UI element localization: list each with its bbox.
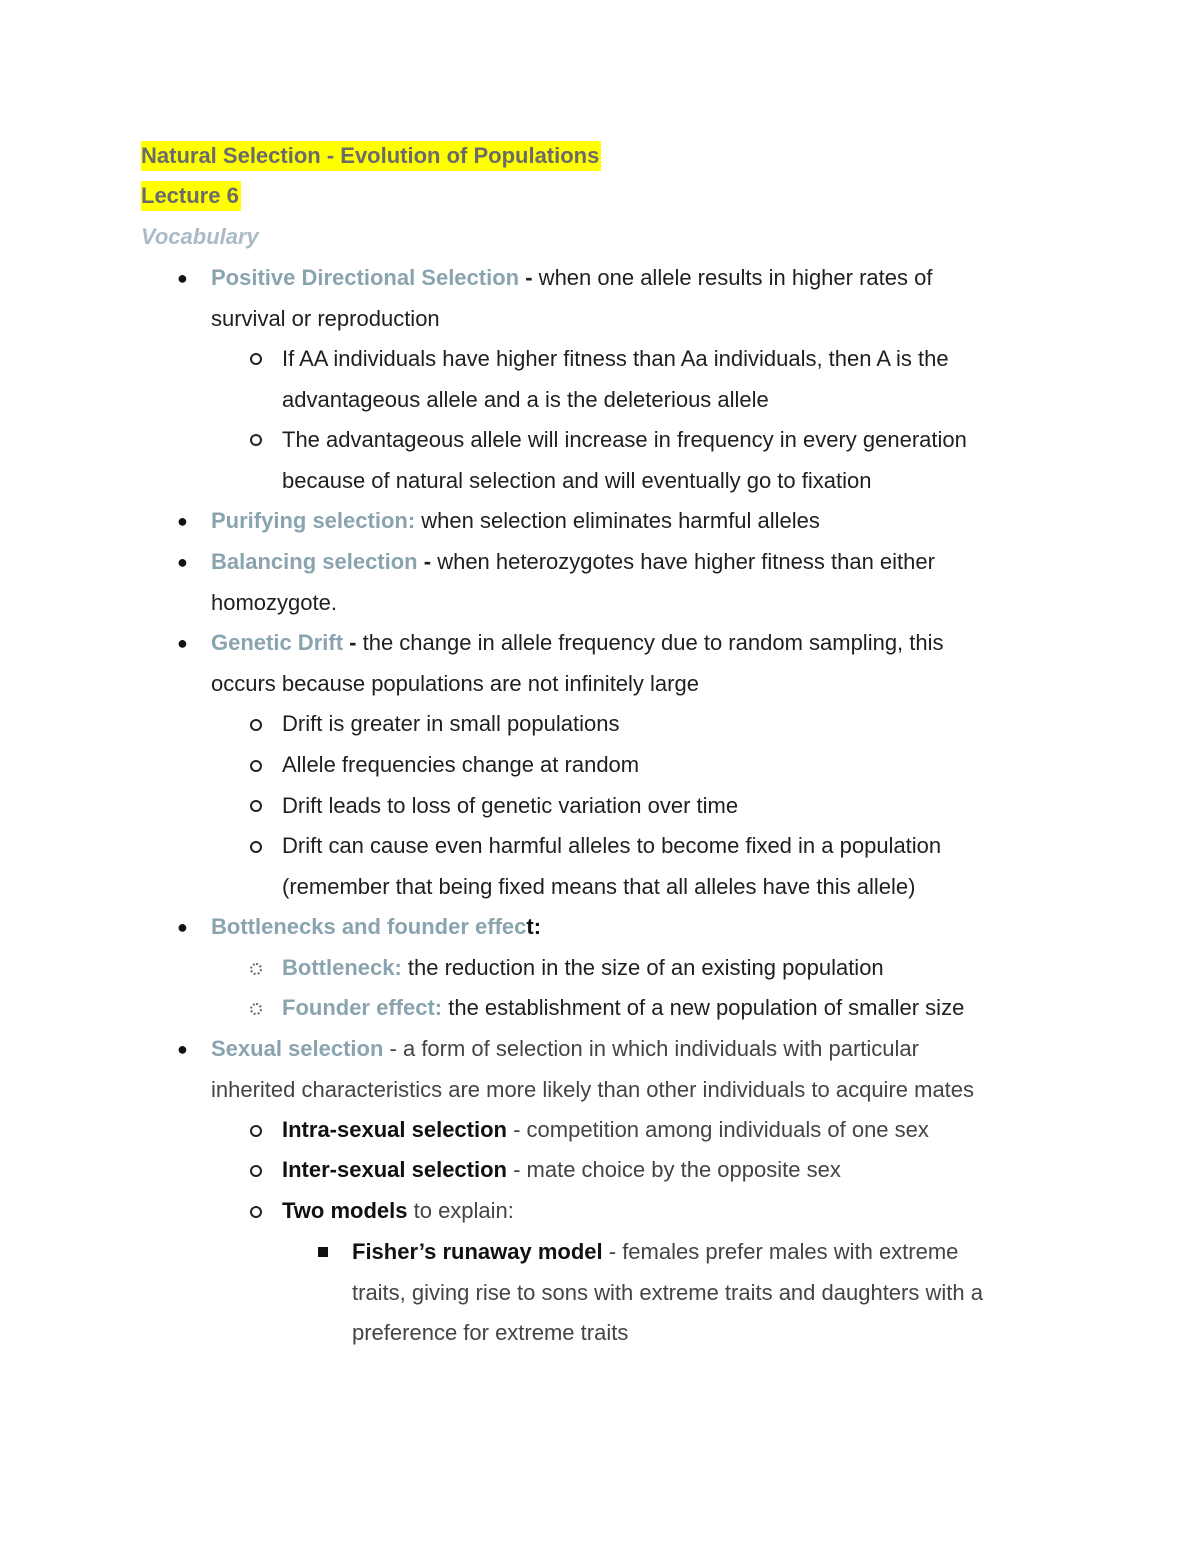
definition-continued: traits, giving rise to sons with extreme traits and daughters with a <box>352 1280 983 1305</box>
sub-item-two-models <box>282 1196 514 1226</box>
list-item-purifying <box>211 506 820 536</box>
bullet-dot: ● <box>177 917 188 937</box>
sub-sub-item-fisher <box>352 1237 958 1267</box>
term: Intra-sexual selection <box>282 1117 507 1142</box>
separator: - <box>417 549 432 574</box>
sub-item-inter-sexual <box>282 1155 841 1185</box>
sub-item: Drift can cause even harmful alleles to become fixed in a population <box>282 833 942 858</box>
sub-bullet <box>250 963 262 975</box>
definition: when selection eliminates harmful alleles <box>415 508 820 533</box>
definition-continued: occurs because populations are not infinitely large <box>211 671 699 696</box>
list-item-positive-directional <box>211 263 932 293</box>
term: Sexual selection <box>211 1036 384 1061</box>
definition-continued: homozygote. <box>211 590 337 615</box>
definition: the establishment of a new population of smaller size <box>442 995 965 1020</box>
square-bullet <box>318 1247 328 1257</box>
separator: - <box>519 265 533 290</box>
sub-bullet <box>250 760 262 772</box>
list-item-sexual-selection <box>211 1034 919 1064</box>
sub-item: If AA individuals have higher fitness than Aa individuals, then A is the <box>282 346 949 371</box>
sub-item-bottleneck <box>282 953 884 983</box>
term-tail: t: <box>526 914 542 939</box>
list-item-bottlenecks <box>211 912 541 942</box>
separator: - <box>343 630 357 655</box>
term: Founder effect: <box>282 995 443 1020</box>
sub-item: Drift leads to loss of genetic variation over time <box>282 793 739 818</box>
sub-item: The advantageous allele will increase in frequency in every generation <box>282 427 967 452</box>
sub-item-continued: (remember that being fixed means that all alleles have this allele) <box>282 874 916 899</box>
bullet-dot: ● <box>177 633 188 653</box>
sub-item: Allele frequencies change at random <box>282 752 640 777</box>
term: Balancing selection <box>211 549 418 574</box>
definition-continued: inherited characteristics are more likely than other individuals to acquire mates <box>211 1077 975 1102</box>
sub-bullet <box>250 353 262 365</box>
definition: the change in allele frequency due to random sampling, this <box>356 630 944 655</box>
sub-bullet <box>250 841 262 853</box>
term: Bottleneck: <box>282 955 402 980</box>
definition: - competition among individuals of one sex <box>506 1117 929 1142</box>
section-heading: Vocabulary <box>141 224 259 249</box>
list-item-balancing <box>211 547 935 577</box>
sub-bullet <box>250 800 262 812</box>
bullet-dot: ● <box>177 1039 188 1059</box>
term: Fisher’s runaway model <box>352 1239 603 1264</box>
definition: to explain: <box>407 1198 514 1223</box>
sub-item-continued: because of natural selection and will eventually go to fixation <box>282 468 872 493</box>
term: Inter-sexual selection <box>282 1157 507 1182</box>
bullet-dot: ● <box>177 511 188 531</box>
sub-item: Drift is greater in small populations <box>282 711 620 736</box>
sub-item-intra-sexual <box>282 1115 929 1145</box>
bullet-dot: ● <box>177 552 188 572</box>
sub-bullet <box>250 1206 262 1218</box>
sub-bullet <box>250 1165 262 1177</box>
sub-item-founder-effect <box>282 993 964 1023</box>
sub-bullet <box>250 434 262 446</box>
lecture-label: Lecture 6 <box>141 181 241 211</box>
definition: when one allele results in higher rates of <box>532 265 933 290</box>
definition: when heterozygotes have higher fitness than either <box>431 549 935 574</box>
definition-continued: survival or reproduction <box>211 306 440 331</box>
document-title: Natural Selection - Evolution of Populations <box>141 141 601 171</box>
term: Two models <box>282 1198 408 1223</box>
definition-continued: preference for extreme traits <box>352 1320 629 1345</box>
definition: the reduction in the size of an existing population <box>401 955 884 980</box>
definition: - mate choice by the opposite sex <box>506 1157 841 1182</box>
definition: - females prefer males with extreme <box>602 1239 959 1264</box>
term: Purifying selection: <box>211 508 416 533</box>
term: Positive Directional Selection <box>211 265 520 290</box>
sub-item-continued: advantageous allele and a is the deleterious allele <box>282 387 769 412</box>
sub-bullet <box>250 1003 262 1015</box>
term: Bottlenecks and founder effec <box>211 914 527 939</box>
bullet-dot: ● <box>177 268 188 288</box>
list-item-genetic-drift <box>211 628 944 658</box>
definition: - a form of selection in which individuals with particular <box>383 1036 919 1061</box>
term: Genetic Drift <box>211 630 344 655</box>
sub-bullet <box>250 719 262 731</box>
sub-bullet <box>250 1125 262 1137</box>
